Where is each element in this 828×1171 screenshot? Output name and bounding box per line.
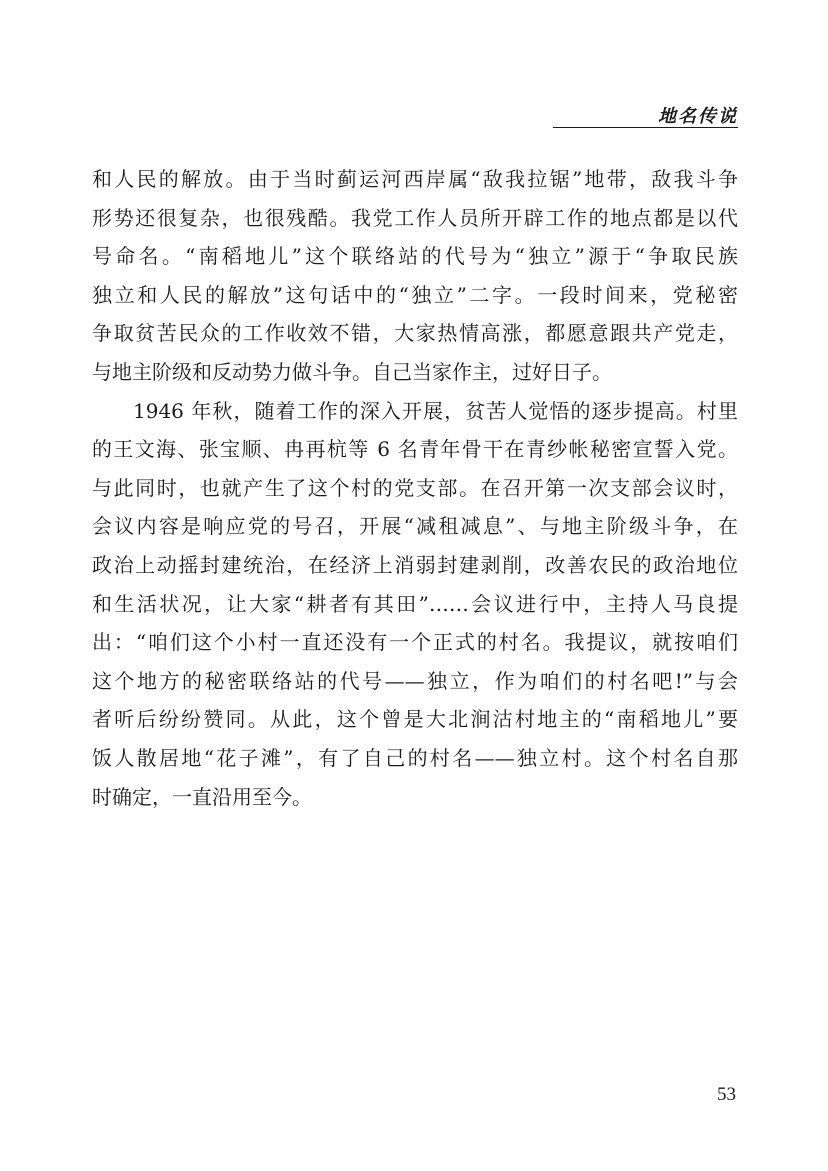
text-line: 争取贫苦民众的工作收效不错，大家热情高涨，都愿意跟共产党走，: [92, 321, 738, 346]
text-line: 形势还很复杂，也很残酷。我党工作人员所开辟工作的地点都是以代: [92, 205, 738, 230]
text-line: 1946 年秋，随着工作的深入开展，贫苦人觉悟的逐步提高。村里: [133, 398, 738, 423]
header-rule: [553, 127, 738, 128]
text-line: 的王文海、张宝顺、冉再杭等 6 名青年骨干在青纱帐秘密宣誓入党。: [92, 437, 738, 462]
text-line: 政治上动摇封建统治，在经济上消弱封建剥削，改善农民的政治地位: [92, 552, 738, 577]
text-line: 独立和人民的解放”这句话中的“独立”二字。一段时间来，党秘密: [92, 282, 738, 307]
text-line: 饭人散居地“花子滩”，有了自己的村名——独立村。这个村名自那: [92, 745, 738, 770]
running-header: [553, 98, 738, 130]
text-line: 这个地方的秘密联络站的代号——独立，作为咱们的村名吧!”与会: [92, 668, 738, 693]
text-line: 者听后纷纷赞同。从此，这个曾是大北涧沽村地主的“南稻地儿”要: [92, 707, 738, 732]
body-text: [92, 160, 738, 816]
text-line: 与此同时，也就产生了这个村的党支部。在召开第一次支部会议时，: [92, 475, 738, 500]
paragraph-1: [92, 160, 738, 392]
page-number: 53: [717, 1084, 736, 1105]
text-line: 号命名。“南稻地儿”这个联络站的代号为“独立”源于“争取民族: [92, 244, 738, 269]
text-line: 出：“咱们这个小村一直还没有一个正式的村名。我提议，就按咱们: [92, 630, 738, 655]
text-line: 和人民的解放。由于当时蓟运河西岸属“敌我拉锯”地带，敌我斗争: [92, 167, 738, 191]
header-title: 地名传说: [658, 106, 738, 127]
text-line: 和生活状况，让大家“耕者有其田”……会议进行中，主持人马良提: [92, 591, 738, 616]
paragraph-2: [92, 392, 738, 817]
text-line: 与地主阶级和反动势力做斗争。自己当家作主，过好日子。: [92, 359, 612, 384]
text-line: 时确定，一直沿用至今。: [92, 784, 312, 809]
text-line: 会议内容是响应党的号召，开展“减租减息”、与地主阶级斗争，在: [92, 514, 738, 539]
